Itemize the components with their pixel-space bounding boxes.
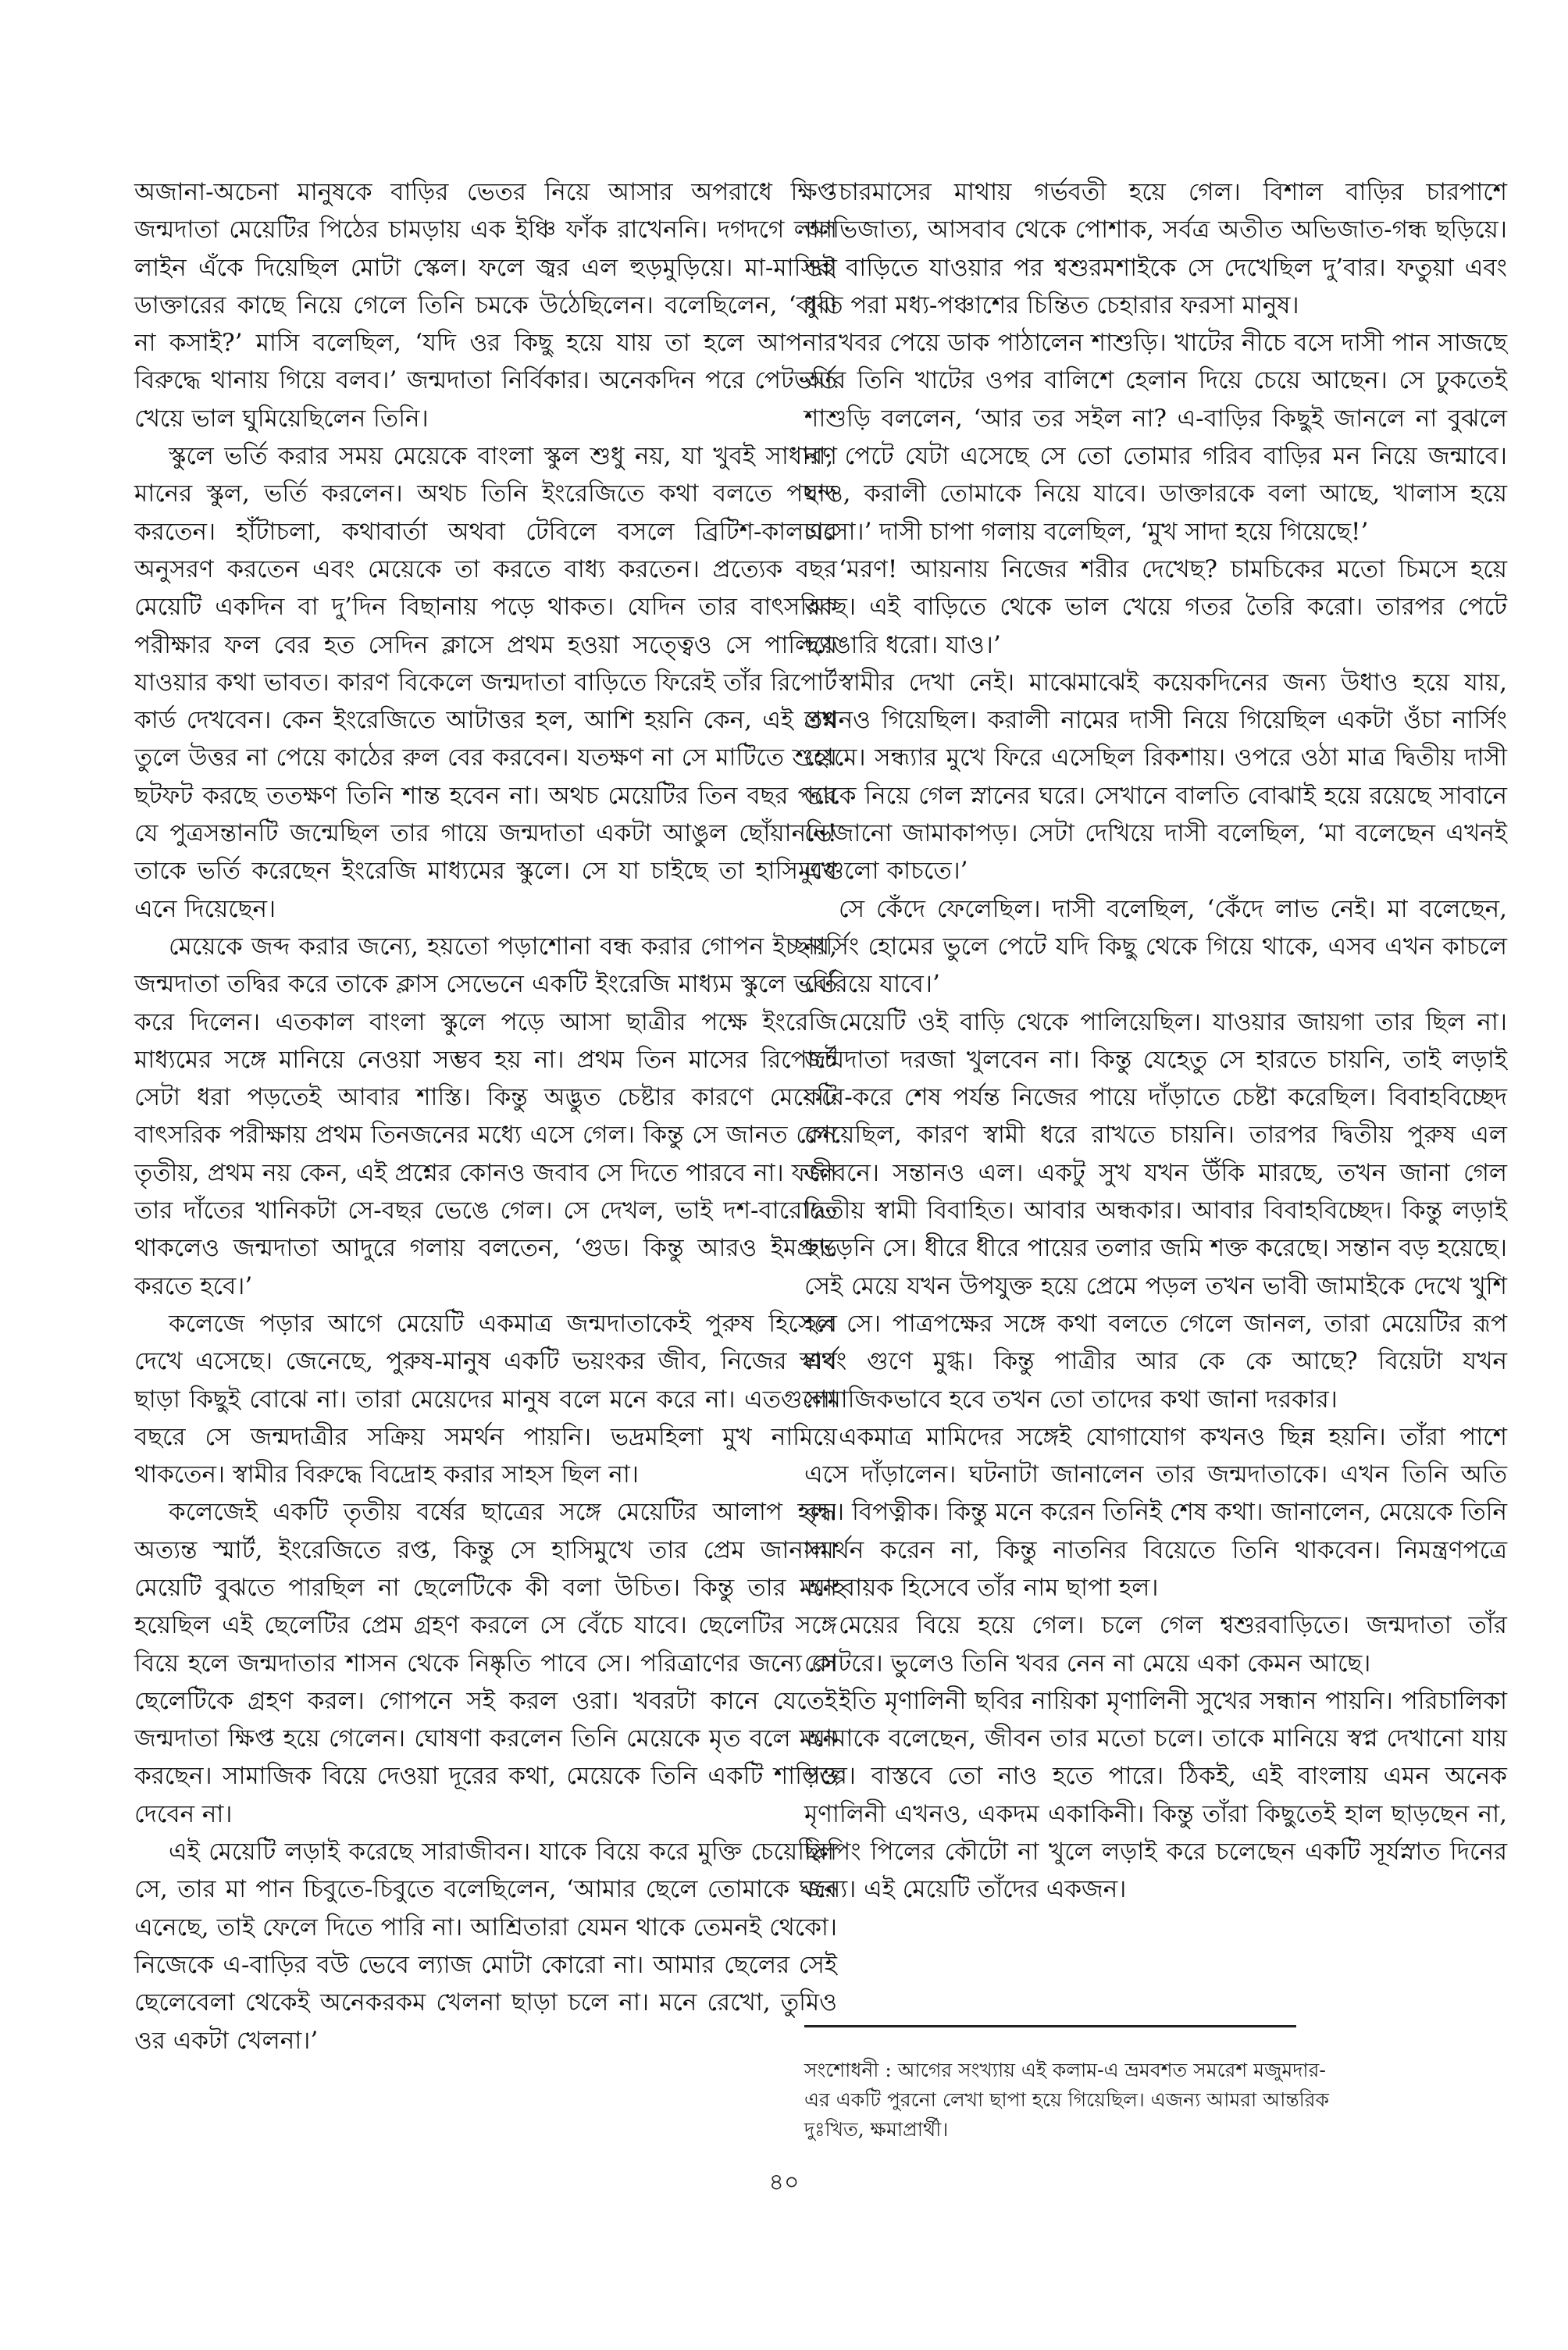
paragraph: স্কুলে ভর্তি করার সময় মেয়েকে বাংলা স্কুল শুধু নয়, যা খুবই সাধারণ মানের স্কুল, ভর্তি করলেন। অথচ তিনি ইংরেজিতে কথা বলতে পছন্দ করতেন। হাঁটাচলা, কথাবার্তা অথবা টেবিলে বসলে ব্রিটিশ-কালচার অনুসরণ করতেন এবং মেয়েকে তা করতে বাধ্য করতেন। প্রত্যেক বছর মেয়েটি একদিন বা দু’দিন বিছানায় পড়ে থাকত। যেদিন তার বাৎসরিক পরীক্ষার ফল বের হত সেদিন ক্লাসে প্রথম হওয়া সত্ত্বেও সে পালিয়ে যাওয়ার কথা ভাবত। কারণ বিকেলে জন্মদাতা বাড়িতে ফিরেই তাঁর রিপোর্ট কার্ড দেখবেন। কেন ইংরেজিতে আটাত্তর হল, আশি হয়নি কেন, এই প্রশ্ন তুলে উত্তর না পেয়ে কাঠের রুল বের করবেন। যতক্ষণ না সে মাটিতে শুয়ে ছটফট করছে ততক্ষণ তিনি শান্ত হবেন না। অথচ মেয়েটির তিন বছর পরে যে পুত্রসন্তানটি জন্মেছিল তার গায়ে জন্মদাতা একটা আঙুল ছোঁয়াননি! তাকে ভর্তি করেছেন ইংরেজি মাধ্যমের স্কুলে। সে যা চাইছে তা হাসিমুখে এনে দিয়েছেন। <box>134 442 837 923</box>
paragraph: ইতি মৃণালিনী ছবির নায়িকা মৃণালিনী সুখের সন্ধান পায়নি। পরিচালিকা আমাকে বলেছেন, জীবন তার মতো চলে। তাকে মানিয়ে স্বপ্ন দেখানো যায় গল্পে। বাস্তবে তো নাও হতে পারে। ঠিকই, এই বাংলায় এমন অনেক মৃণালিনী এখনও, একদম একাকিনী। কিন্তু তাঁরা কিছুতেই হাল ছাড়ছেন না, স্লিপিং পিলের কৌটো না খুলে লড়াই করে চলেছেন একটি সূর্যস্নাত দিনের জন্য। এই মেয়েটি তাঁদের একজন। <box>804 1686 1507 1904</box>
correction-footnote: সংশোধনী : আগের সংখ্যায় এই কলাম-এ ভ্রমবশত সমরেশ মজুমদার-এর একটি পুরনো লেখা ছাপা হয়ে গিয়েছিল। এজন্য আমরা আন্তরিক দুঃখিত, ক্ষমাপ্রার্থী। <box>804 2059 1330 2141</box>
paragraph: সে কেঁদে ফেলেছিল। দাসী বলেছিল, ‘কেঁদে লাভ নেই। মা বলেছেন, নার্সিং হোমের ভুলে পেটে যদি কিছু থেকে গিয়ে থাকে, এসব এখন কাচলে বেরিয়ে যাবে।’ <box>804 894 1507 999</box>
paragraph: স্বামীর দেখা নেই। মাঝেমাঝেই কয়েকদিনের জন্য উধাও হয়ে যায়, তখনও গিয়েছিল। করালী নামের দাসী নিয়ে গিয়েছিল একটা ওঁচা নার্সিং হোমে। সন্ধ্যার মুখে ফিরে এসেছিল রিকশায়। ওপরে ওঠা মাত্র দ্বিতীয় দাসী তাকে নিয়ে গেল স্নানের ঘরে। সেখানে বালতি বোঝাই হয়ে রয়েছে সাবানে ভেজানো জামাকাপড়। সেটা দেখিয়ে দাসী বলেছিল, ‘মা বলেছেন এখনই এগুলো কাচতে।’ <box>804 668 1507 886</box>
paragraph: ‘মরণ! আয়নায় নিজের শরীর দেখেছ? চামচিকের মতো চিমসে হয়ে আছ। এই বাড়িতে থেকে ভাল খেয়ে গতর তৈরি করো। তারপর পেটে ছ্যাঙারি ধরো। যাও।’ <box>804 555 1507 659</box>
paragraph: মেয়েকে জব্দ করার জন্যে, হয়তো পড়াশোনা বন্ধ করার গোপন ইচ্ছায়, জন্মদাতা তদ্বির করে তাকে ক্লাস সেভেনে একটি ইংরেজি মাধ্যম স্কুলে ভর্তি করে দিলেন। এতকাল বাংলা স্কুলে পড়ে আসা ছাত্রীর পক্ষে ইংরেজি মাধ্যমের সঙ্গে মানিয়ে নেওয়া সম্ভব হয় না। প্রথম তিন মাসের রিপোর্টে সেটা ধরা পড়তেই আবার শাস্তি। কিন্তু অদ্ভুত চেষ্টার কারণে মেয়েটি বাৎসরিক পরীক্ষায় প্রথম তিনজনের মধ্যে এসে গেল। কিন্তু সে জানত কেন তৃতীয়, প্রথম নয় কেন, এই প্রশ্নের কোনও জবাব সে দিতে পারবে না। ফলে তার দাঁতের খানিকটা সে-বছর ভেঙে গেল। সে দেখল, ভাই দশ-বারোতে থাকলেও জন্মদাতা আদুরে গলায় বলতেন, ‘গুড। কিন্তু আরও ইমপ্রুভ করতে হবে।’ <box>134 932 837 1300</box>
left-text-column <box>134 173 837 2059</box>
right-text-column <box>804 173 1507 1909</box>
paragraph: এই মেয়েটি লড়াই করেছে সারাজীবন। যাকে বিয়ে করে মুক্তি চেয়েছিল সে, তার মা পান চিবুতে-চিবুতে বলেছিলেন, ‘আমার ছেলে তোমাকে ঘরে এনেছে, তাই ফেলে দিতে পারি না। আশ্রিতারা যেমন থাকে তেমনই থেকো। নিজেকে এ-বাড়ির বউ ভেবে ল্যাজ মোটা কোরো না। আমার ছেলের সেই ছেলেবেলা থেকেই অনেকরকম খেলনা ছাড়া চলে না। মনে রেখো, তুমিও ওর একটা খেলনা।’ <box>134 1838 837 2055</box>
paragraph: একমাত্র মামিদের সঙ্গেই যোগাযোগ কখনও ছিন্ন হয়নি। তাঁরা পাশে এসে দাঁড়ালেন। ঘটনাটা জানালেন তার জন্মদাতাকে। এখন তিনি অতি বৃদ্ধ। বিপত্নীক। কিন্তু মনে করেন তিনিই শেষ কথা। জানালেন, মেয়েকে তিনি সমর্থন করেন না, কিন্তু নাতনির বিয়েতে তিনি থাকবেন। নিমন্ত্রণপত্রে আহ্বায়ক হিসেবে তাঁর নাম ছাপা হল। <box>804 1422 1507 1602</box>
paragraph: খবর পেয়ে ডাক পাঠালেন শাশুড়ি। খাটের নীচে বসে দাসী পান সাজছে আর তিনি খাটের ওপর বালিশে হেলান দিয়ে চেয়ে আছেন। সে ঢুকতেই শাশুড়ি বললেন, ‘আর তর সইল না? এ-বাড়ির কিছুই জানলে না বুঝলে না, পেটে যেটা এসেছে সে তো তোমার গরিব বাড়ির মন নিয়ে জন্মাবে। যাও, করালী তোমাকে নিয়ে যাবে। ডাক্তারকে বলা আছে, খালাস হয়ে এসো।’ দাসী চাপা গলায় বলেছিল, ‘মুখ সাদা হয়ে গিয়েছে!’ <box>804 329 1507 546</box>
paragraph: কলেজেই একটি তৃতীয় বর্ষের ছাত্রের সঙ্গে মেয়েটির আলাপ হল। অত্যন্ত স্মার্ট, ইংরেজিতে রপ্ত, কিন্তু সে হাসিমুখে তার প্রেম জানাল। মেয়েটি বুঝতে পারছিল না ছেলেটিকে কী বলা উচিত। কিন্তু তার মনে হয়েছিল এই ছেলেটির প্রেম গ্রহণ করলে সে বেঁচে যাবে। ছেলেটির সঙ্গে বিয়ে হলে জন্মদাতার শাসন থেকে নিষ্কৃতি পাবে সে। পরিত্রাণের জন্যে সে ছেলেটিকে গ্রহণ করল। গোপনে সই করল ওরা। খবরটা কানে যেতেই জন্মদাতা ক্ষিপ্ত হয়ে গেলেন। ঘোষণা করলেন তিনি মেয়েকে মৃত বলে মনে করছেন। সামাজিক বিয়ে দেওয়া দূরের কথা, মেয়েকে তিনি একটি শাড়িও দেবেন না। <box>134 1498 837 1828</box>
paragraph: কলেজে পড়ার আগে মেয়েটি একমাত্র জন্মদাতাকেই পুরুষ হিসেবে দেখে এসেছে। জেনেছে, পুরুষ-মানুষ একটি ভয়ংকর জীব, নিজের স্বার্থ ছাড়া কিছুই বোঝে না। তারা মেয়েদের মানুষ বলে মনে করে না। এতগুলো বছরে সে জন্মদাত্রীর সক্রিয় সমর্থন পায়নি। ভদ্রমহিলা মুখ নামিয়ে থাকতেন। স্বামীর বিরুদ্ধে বিদ্রোহ করার সাহস ছিল না। <box>134 1309 837 1489</box>
paragraph: মেয়ের বিয়ে হয়ে গেল। চলে গেল শ্বশুরবাড়িতে। জন্মদাতা তাঁর কোটরে। ভুলেও তিনি খবর নেন না মেয়ে একা কেমন আছে। <box>804 1611 1507 1678</box>
paragraph: চারমাসের মাথায় গর্ভবতী হয়ে গেল। বিশাল বাড়ির চারপাশে আভিজাত্য, আসবাব থেকে পোশাক, সর্বত্র অতীত অভিজাত-গন্ধ ছড়িয়ে। ওই বাড়িতে যাওয়ার পর শ্বশুরমশাইকে সে দেখেছিল দু’বার। ফতুয়া এবং ধুতি পরা মধ্য-পঞ্চাশের চিন্তিত চেহারার ফরসা মানুষ। <box>804 178 1507 319</box>
footnote-divider <box>804 2025 1296 2027</box>
paragraph: মেয়েটি ওই বাড়ি থেকে পালিয়েছিল। যাওয়ার জায়গা তার ছিল না। জন্মদাতা দরজা খুলবেন না। কিন্তু যেহেতু সে হারতে চায়নি, তাই লড়াই করে-করে শেষ পর্যন্ত নিজের পায়ে দাঁড়াতে চেষ্টা করেছিল। বিবাহবিচ্ছেদ পেয়েছিল, কারণ স্বামী ধরে রাখতে চায়নি। তারপর দ্বিতীয় পুরুষ এল জীবনে। সন্তানও এল। একটু সুখ যখন উঁকি মারছে, তখন জানা গেল দ্বিতীয় স্বামী বিবাহিত। আবার অন্ধকার। আবার বিবাহবিচ্ছেদ। কিন্তু লড়াই ছাড়েনি সে। ধীরে ধীরে পায়ের তলার জমি শক্ত করেছে। সন্তান বড় হয়েছে। সেই মেয়ে যখন উপযুক্ত হয়ে প্রেমে পড়ল তখন ভাবী জামাইকে দেখে খুশি হল সে। পাত্রপক্ষের সঙ্গে কথা বলতে গেলে জানল, তারা মেয়েটির রূপ এবং গুণে মুগ্ধ। কিন্তু পাত্রীর আর কে কে আছে? বিয়েটা যখন সামাজিকভাবে হবে তখন তো তাদের কথা জানা দরকার। <box>804 1007 1507 1414</box>
page-number: ৪০ <box>768 2169 800 2196</box>
paragraph: অজানা-অচেনা মানুষকে বাড়ির ভেতর নিয়ে আসার অপরাধে ক্ষিপ্ত জন্মদাতা মেয়েটির পিঠের চামড়ায় এক ইঞ্চি ফাঁক রাখেননি। দগদগে লাল লাইন এঁকে দিয়েছিল মোটা স্কেল। ফলে জ্বর এল হুড়মুড়িয়ে। মা-মাসিরা ডাক্তারের কাছে নিয়ে গেলে তিনি চমকে উঠেছিলেন। বলেছিলেন, ‘বাবা না কসাই?’ মাসি বলেছিল, ‘যদি ওর কিছু হয়ে যায় তা হলে আপনার বিরুদ্ধে থানায় গিয়ে বলব।’ জন্মদাতা নির্বিকার। অনেকদিন পরে পেটভর্তি খেয়ে ভাল ঘুমিয়েছিলেন তিনি। <box>134 178 837 433</box>
